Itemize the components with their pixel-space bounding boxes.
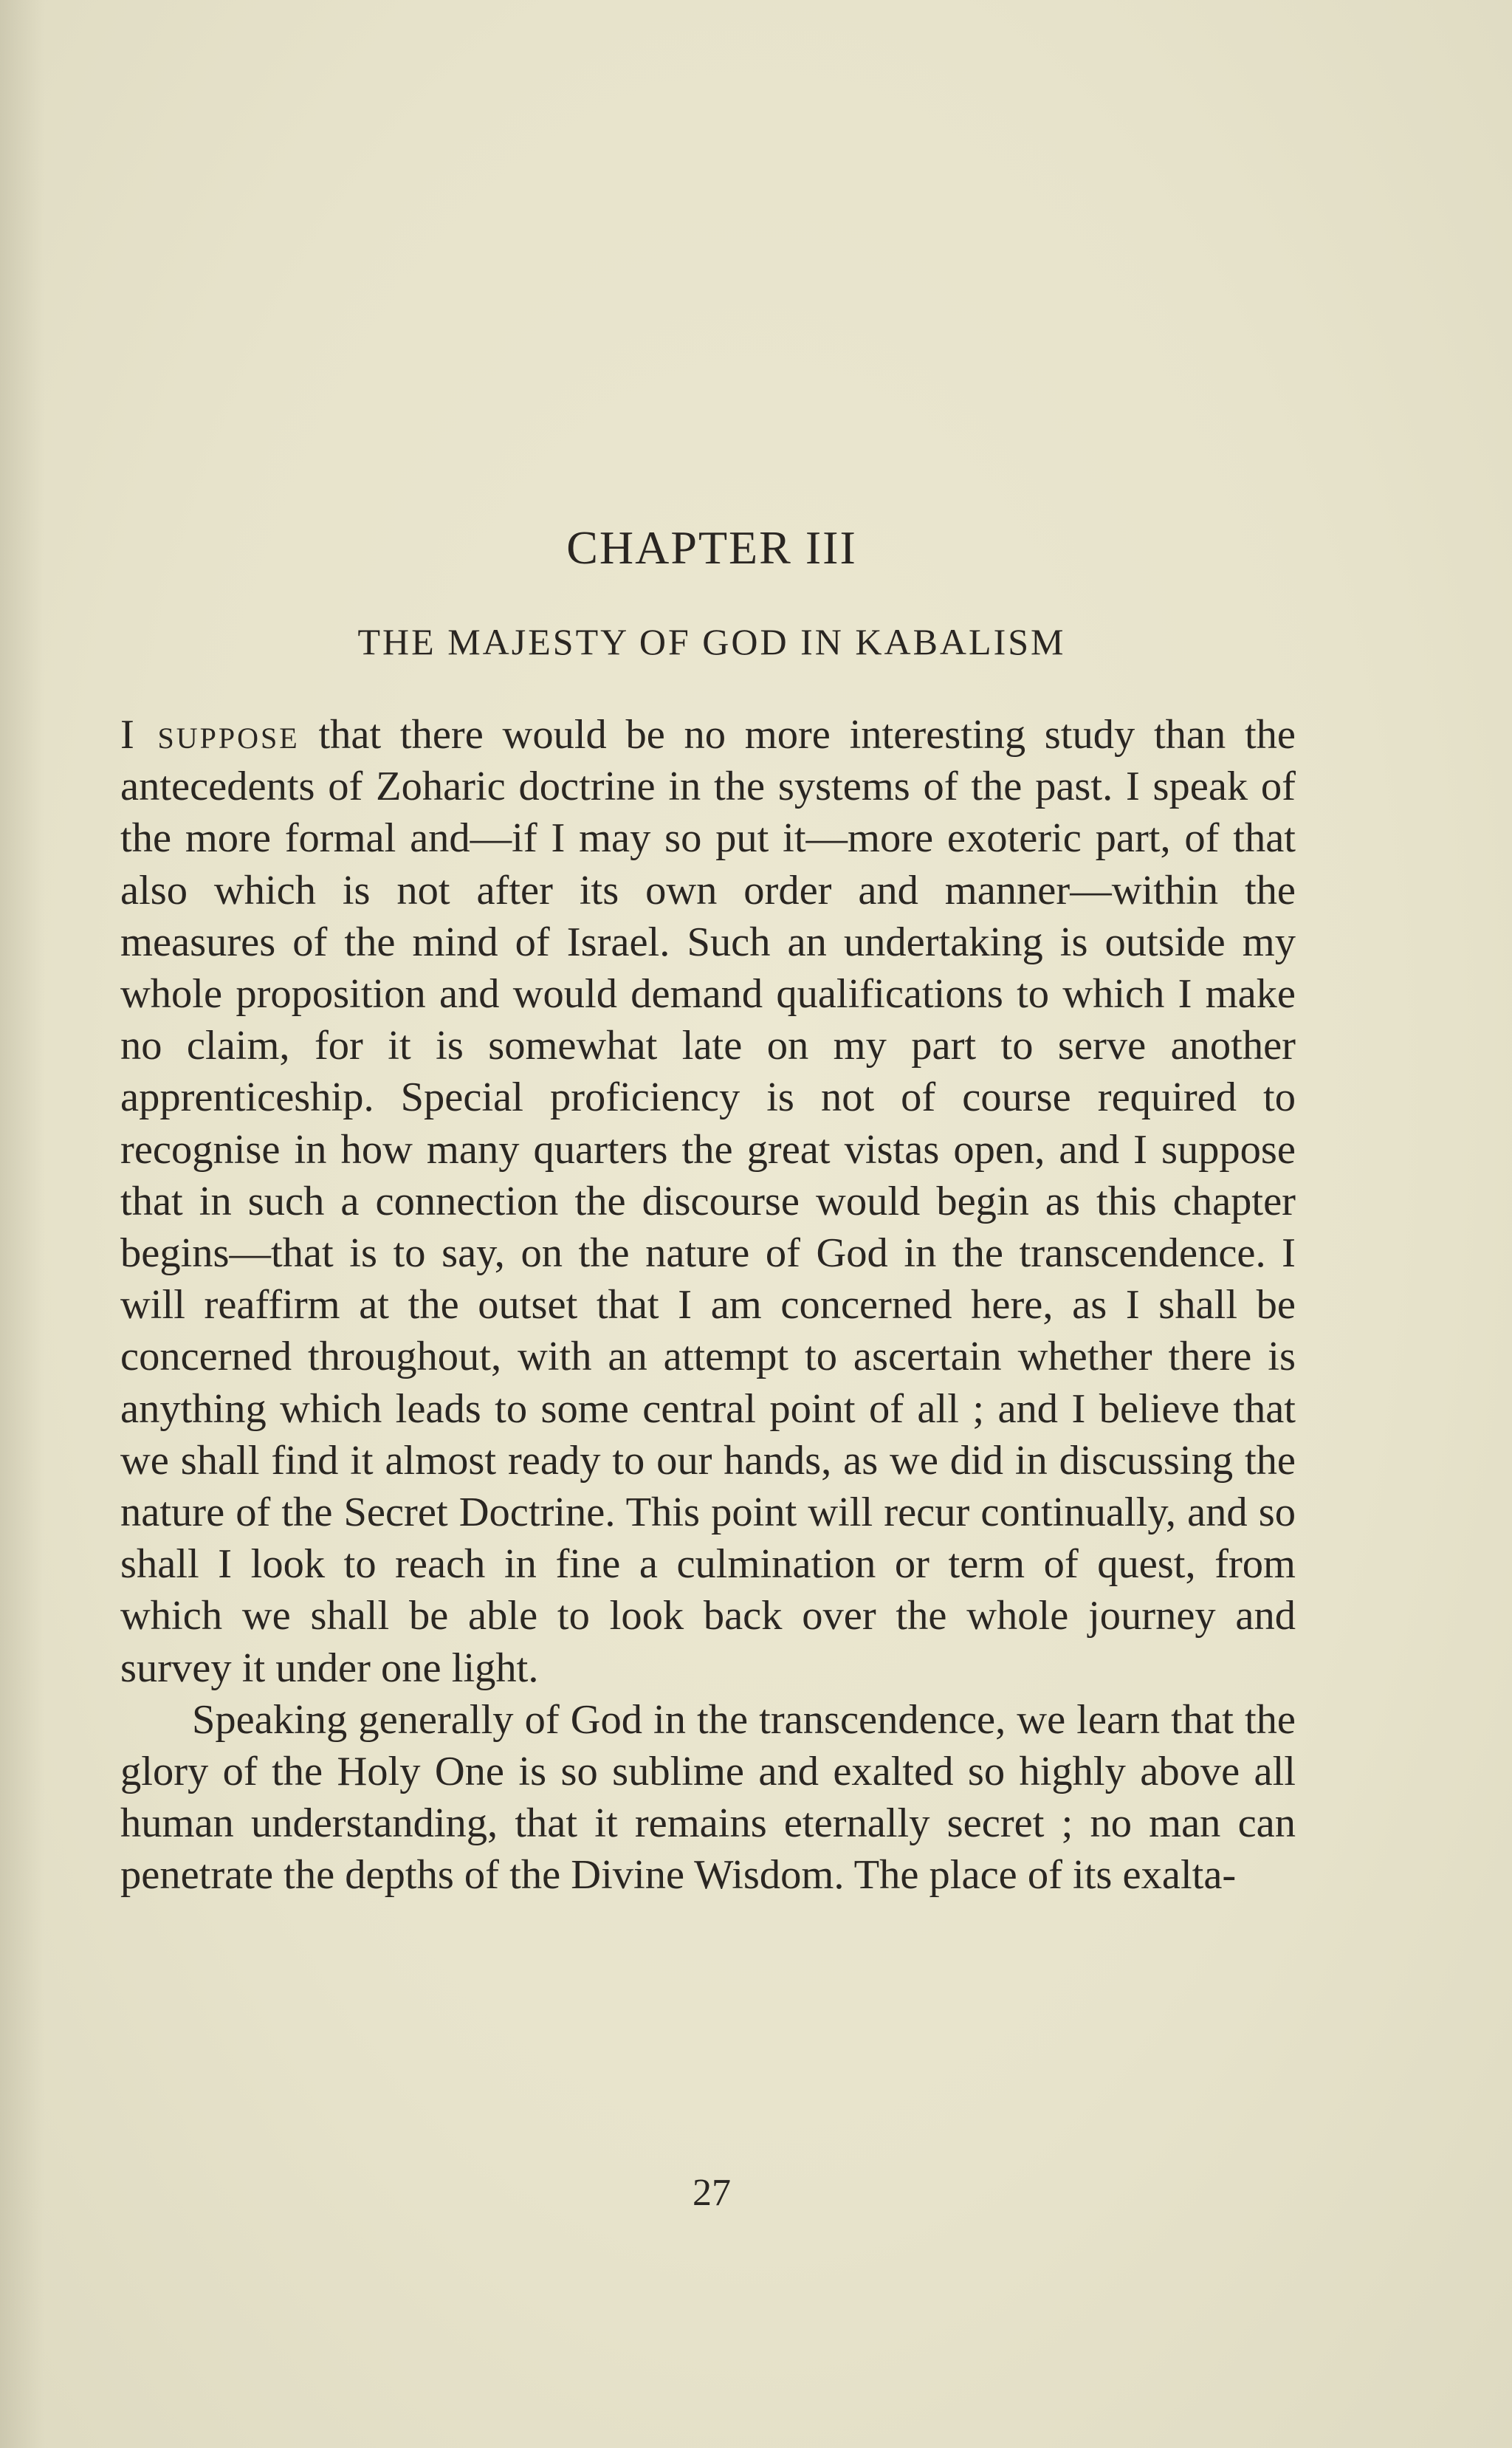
paragraph-1-text: that there would be no more interesting study than the antecedents of Zoharic doctrine in the systems of the past. I speak of the more formal and—if I may so put it—more exoteric part, of that also which is not after its own order and manner—within the measures of the mind of Israel. Such an undertaking is outside my whole proposition and would demand qualifications to which I make no claim, for it is somewhat late on my part to serve another apprenticeship. Special proficiency is not of course required to recognise in how many quarters the great vistas open, and I suppose that in such a connection the discourse would begin as this chapter begins—that is to say, on the nature of God in the transcendence. I will reaffirm at the outset that I am concerned here, as I shall be concerned throughout, with an attempt to ascertain whether there is anything which leads to some central point of all ; and I believe that we shall find it almost ready to our hands, as we did in discussing the nature of the Secret Doctrine. This point will recur continually, and so shall I look to reach in fine a culmination or term of quest, from which we shall be able to look back over the whole journey and survey it under one light.	[120, 712, 1296, 1691]
chapter-heading: CHAPTER III	[566, 521, 857, 574]
paragraph-lead-word: I suppose	[120, 712, 300, 758]
chapter-title: THE MAJESTY OF GOD IN KABALISM	[357, 621, 1066, 662]
page-gutter-shadow	[0, 0, 44, 2448]
body-text	[120, 709, 1296, 1902]
paragraph-2: Speaking generally of God in the transcendence, we learn that the glory of the Holy One is so sublime and exalted so highly above all human understanding, that it remains eternally secret ; no man can penetrate the depths of the Divine Wisdom. The place of its exalta-	[120, 1696, 1296, 1899]
page-number: 27	[693, 2172, 731, 2214]
paragraph-1	[120, 709, 1296, 1694]
